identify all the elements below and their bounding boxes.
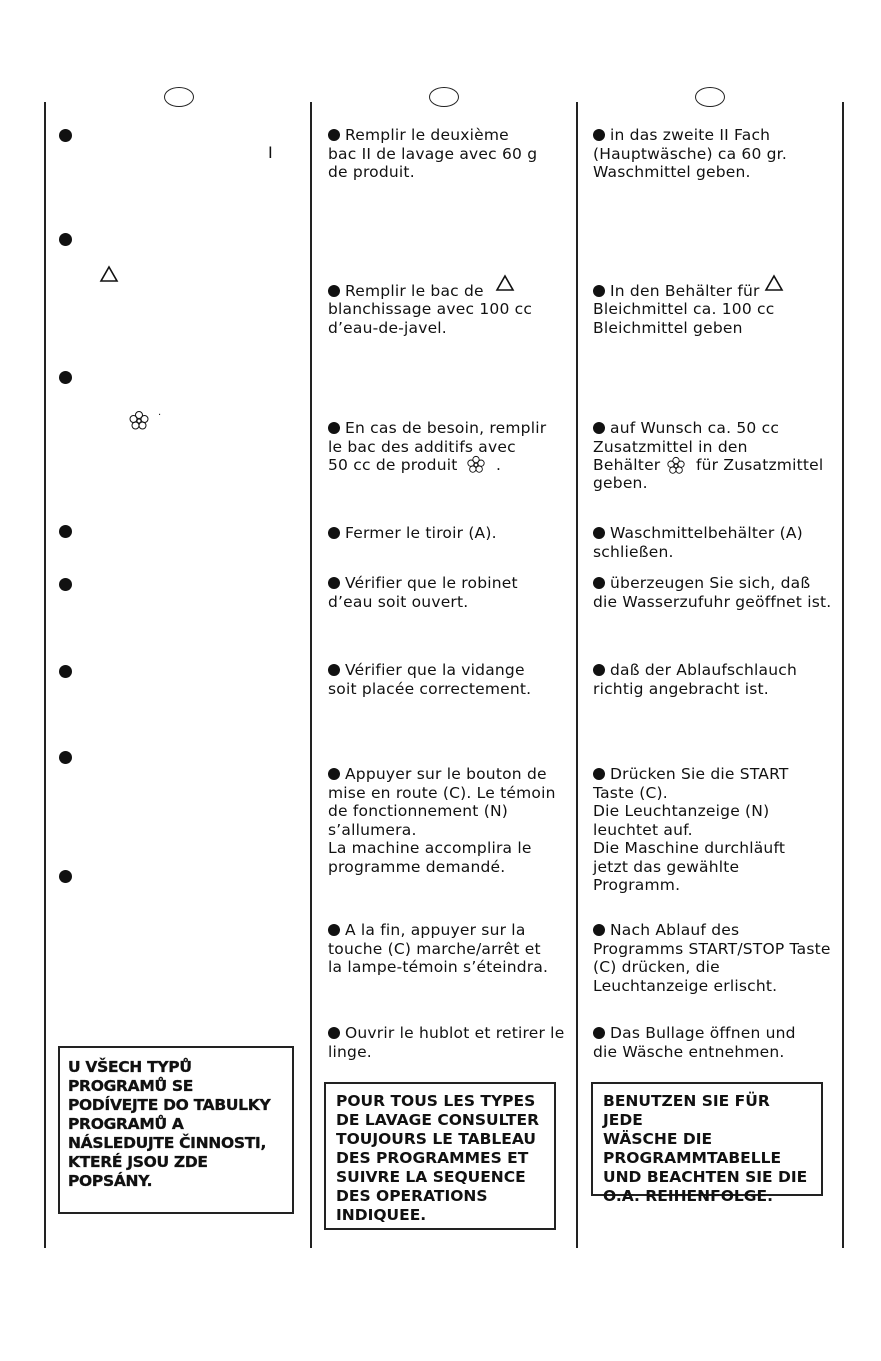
fr-step-bleach: Remplir le bac de <box>328 282 568 301</box>
de-step-bleach-cont: Bleichmittel ca. 100 cc Bleichmittel geben <box>593 300 775 337</box>
de-step-drain: daß der Ablaufschlauch richtig angebracht ist. <box>593 661 798 698</box>
triangle-icon <box>764 274 784 292</box>
bullet <box>59 129 72 142</box>
column-divider <box>310 102 312 1248</box>
language-oval-icon <box>164 87 194 107</box>
de-step-additive: auf Wunsch ca. 50 cc Zusatzmittel in den Behälter <box>593 419 780 474</box>
bullet <box>59 665 72 678</box>
column-divider <box>44 102 46 1248</box>
de-step-end: Nach Ablauf des Programms START/STOP Taste (C) drücken, die Leuchtanzeige erlischt. <box>593 921 831 995</box>
flower-icon <box>466 455 486 475</box>
de-step-bleach: In den Behälter für <box>593 282 833 301</box>
czech-notice-box <box>58 1046 294 1214</box>
triangle-icon <box>495 274 515 292</box>
fr-step-drain: Vérifier que la vidange soit placée correctement. <box>328 661 532 698</box>
fr-step-detergent: Remplir le deuxième bac II de lavage avec 60 g de produit. <box>328 126 538 181</box>
bullet <box>59 233 72 246</box>
language-oval-icon <box>429 87 459 107</box>
step-marker: I <box>268 143 273 162</box>
german-notice-box <box>591 1082 823 1205</box>
bullet <box>59 578 72 591</box>
czech-notice-text: U VŠECH TYPŮ PROGRAMŮ SE PODÍVEJTE DO TABULKY PROGRAMŮ A NÁSLEDUJTE ČINNOSTI, KTERÉ JSOU ZDE POPSÁNY. <box>68 1058 271 1190</box>
bullet <box>59 525 72 538</box>
french-notice-box <box>324 1082 556 1230</box>
de-step-start: Drücken Sie die START Taste (C). Die Leuchtanzeige (N) leuchtet auf. Die Maschine durchläuft jetzt das gewählte Programm. <box>593 765 789 894</box>
triangle-icon <box>99 265 119 283</box>
fr-step-end: A la fin, appuyer sur la touche (C) marche/arrêt et la lampe-témoin s’éteindra. <box>328 921 549 976</box>
fr-step-open: Ouvrir le hublot et retirer le linge. <box>328 1024 565 1061</box>
de-step-additive-cont: für Zusatzmittel <box>696 456 824 474</box>
french-notice-text: POUR TOUS LES TYPES DE LAVAGE CONSULTER TOUJOURS LE TABLEAU DES PROGRAMMES ET SUIVRE LA SEQUENCE DES OPERATIONS INDIQUEE. <box>336 1092 539 1224</box>
flower-icon <box>666 456 686 476</box>
fr-step-bleach-cont: blanchissage avec 100 cc d’eau-de-javel. <box>328 300 533 337</box>
de-step-open: Das Bullage öffnen und die Wäsche entnehmen. <box>593 1024 796 1061</box>
column-divider <box>576 102 578 1248</box>
de-step-tap: überzeugen Sie sich, daß die Wasserzufuhr geöffnet ist. <box>593 574 832 611</box>
flower-icon <box>128 410 150 432</box>
de-step-additive-end: geben. <box>593 474 648 492</box>
column-divider <box>842 102 844 1248</box>
german-notice-text: BENUTZEN SIE FÜR JEDE WÄSCHE DIE PROGRAMMTABELLE UND BEACHTEN SIE DIE O.A. REIHENFOLGE. <box>603 1092 808 1205</box>
fr-step-additive: En cas de besoin, remplir le bac des additifs avec 50 cc de produit <box>328 419 547 474</box>
dot-mark: · <box>158 410 162 421</box>
de-step-close-drawer: Waschmittelbehälter (A) schließen. <box>593 524 803 561</box>
bullet <box>59 870 72 883</box>
fr-step-tap: Vérifier que le robinet d’eau soit ouvert. <box>328 574 518 611</box>
de-step-detergent: in das zweite II Fach (Hauptwäsche) ca 60 gr. Waschmittel geben. <box>593 126 787 181</box>
fr-step-additive-dot: . <box>496 456 502 474</box>
fr-step-start: Appuyer sur le bouton de mise en route (C). Le témoin de fonctionnement (N) s’allumera. La machine accomplira le programme demandé. <box>328 765 556 876</box>
bullet <box>59 371 72 384</box>
fr-step-close-drawer: Fermer le tiroir (A). <box>328 524 568 543</box>
language-oval-icon <box>695 87 725 107</box>
bullet <box>59 751 72 764</box>
